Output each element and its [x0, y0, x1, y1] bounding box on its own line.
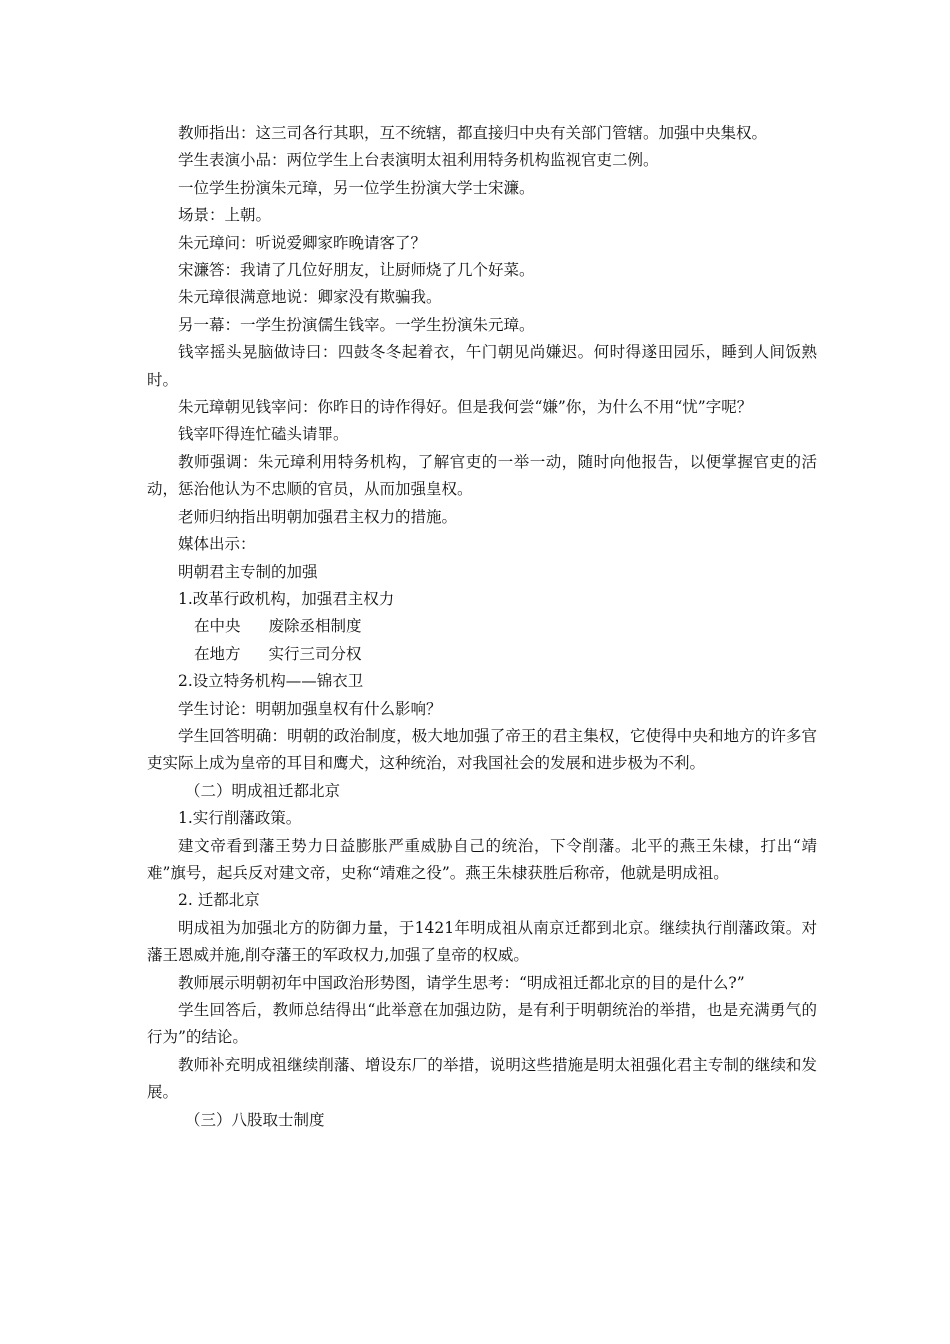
paragraph: 学生回答明确：明朝的政治制度，极大地加强了帝王的君主集权，它使得中央和地方的许多官吏实际上成为皇帝的耳目和鹰犬，这种统治，对我国社会的发展和进步极为不利。	[147, 726, 817, 773]
paragraph: 老师归纳指出明朝加强君主权力的措施。	[178, 507, 458, 526]
paragraph: 建文帝看到藩王势力日益膨胀严重威胁自己的统治，下令削藩。北平的燕王朱棣，打出“靖难”旗号，起兵反对建文帝，史称“靖难之役”。燕王朱棣获胜后称帝，他就是明成祖。	[147, 836, 817, 882]
paragraph: 场景：上朝。	[178, 206, 272, 225]
paragraph: 朱元璋很满意地说：卿家没有欺骗我。	[178, 288, 442, 307]
paragraph: 钱宰摇头晃脑做诗曰：四鼓冬冬起着衣，午门朝见尚嫌迟。何时得遂田园乐，睡到人间饭熟时。	[147, 343, 817, 389]
measure-central	[147, 613, 817, 640]
section-heading: （三）八股取士制度	[185, 1110, 325, 1129]
paragraph: 教师补充明成祖继续削藩、增设东厂的举措，说明这些措施是明太祖强化君主专制的继续和发展。	[147, 1055, 817, 1102]
measure-local	[147, 641, 817, 668]
paragraph: 教师强调：朱元璋利用特务机构，了解官吏的一举一动，随时向他报告，以便掌握官吏的活动，惩治他认为不忠顺的官员，从而加强皇权。	[147, 452, 817, 499]
measure-local-value: 实行三司分权	[268, 644, 362, 663]
paragraph: 朱元璋问：听说爱卿家昨晚请客了？	[178, 233, 427, 252]
paragraph: 教师展示明朝初年中国政治形势图，请学生思考：“明成祖迁都北京的目的是什么?”	[178, 973, 745, 992]
paragraph: 学生讨论：明朝加强皇权有什么影响？	[178, 699, 442, 718]
list-item: 1.改革行政机构，加强君主权力	[178, 589, 395, 608]
list-item: 2. 迁都北京	[178, 891, 260, 910]
list-item: 1.实行削藩政策。	[178, 809, 302, 828]
paragraph: 明成祖为加强北方的防御力量，于1421年明成祖从南京迁都到北京。继续执行削藩政策。对藩王恩威并施,削夺藩王的军政权力,加强了皇帝的权威。	[147, 918, 817, 965]
paragraph: 教师指出：这三司各行其职，互不统辖，都直接归中央有关部门管辖。加强中央集权。	[178, 124, 768, 142]
measure-local-label: 在地方	[194, 644, 241, 663]
measure-central-label: 在中央	[194, 617, 241, 636]
list-item: 2.设立特务机构——锦衣卫	[178, 672, 364, 691]
measure-central-value: 废除丞相制度	[268, 617, 362, 636]
paragraph: 宋濂答：我请了几位好朋友，让厨师烧了几个好菜。	[178, 261, 535, 280]
paragraph: 另一幕：一学生扮演儒生钱宰。一学生扮演朱元璋。	[178, 315, 535, 334]
document-body	[147, 120, 817, 1134]
paragraph: 钱宰吓得连忙磕头请罪。	[178, 425, 349, 444]
paragraph: 媒体出示：	[178, 535, 256, 554]
slide-heading: 明朝君主专制的加强	[178, 562, 318, 581]
section-heading: （二）明成祖迁都北京	[185, 781, 341, 800]
paragraph: 学生表演小品：两位学生上台表演明太祖利用特务机构监视官吏二例。	[178, 151, 659, 170]
paragraph: 朱元璋朝见钱宰问：你昨日的诗作得好。但是我何尝“嫌”你，为什么不用“忧”字呢？	[178, 398, 753, 417]
paragraph: 一位学生扮演朱元璋，另一位学生扮演大学士宋濂。	[178, 178, 535, 197]
paragraph: 学生回答后，教师总结得出“此举意在加强边防，是有利于明朝统治的举措，也是充满勇气的行为”的结论。	[147, 1001, 817, 1047]
